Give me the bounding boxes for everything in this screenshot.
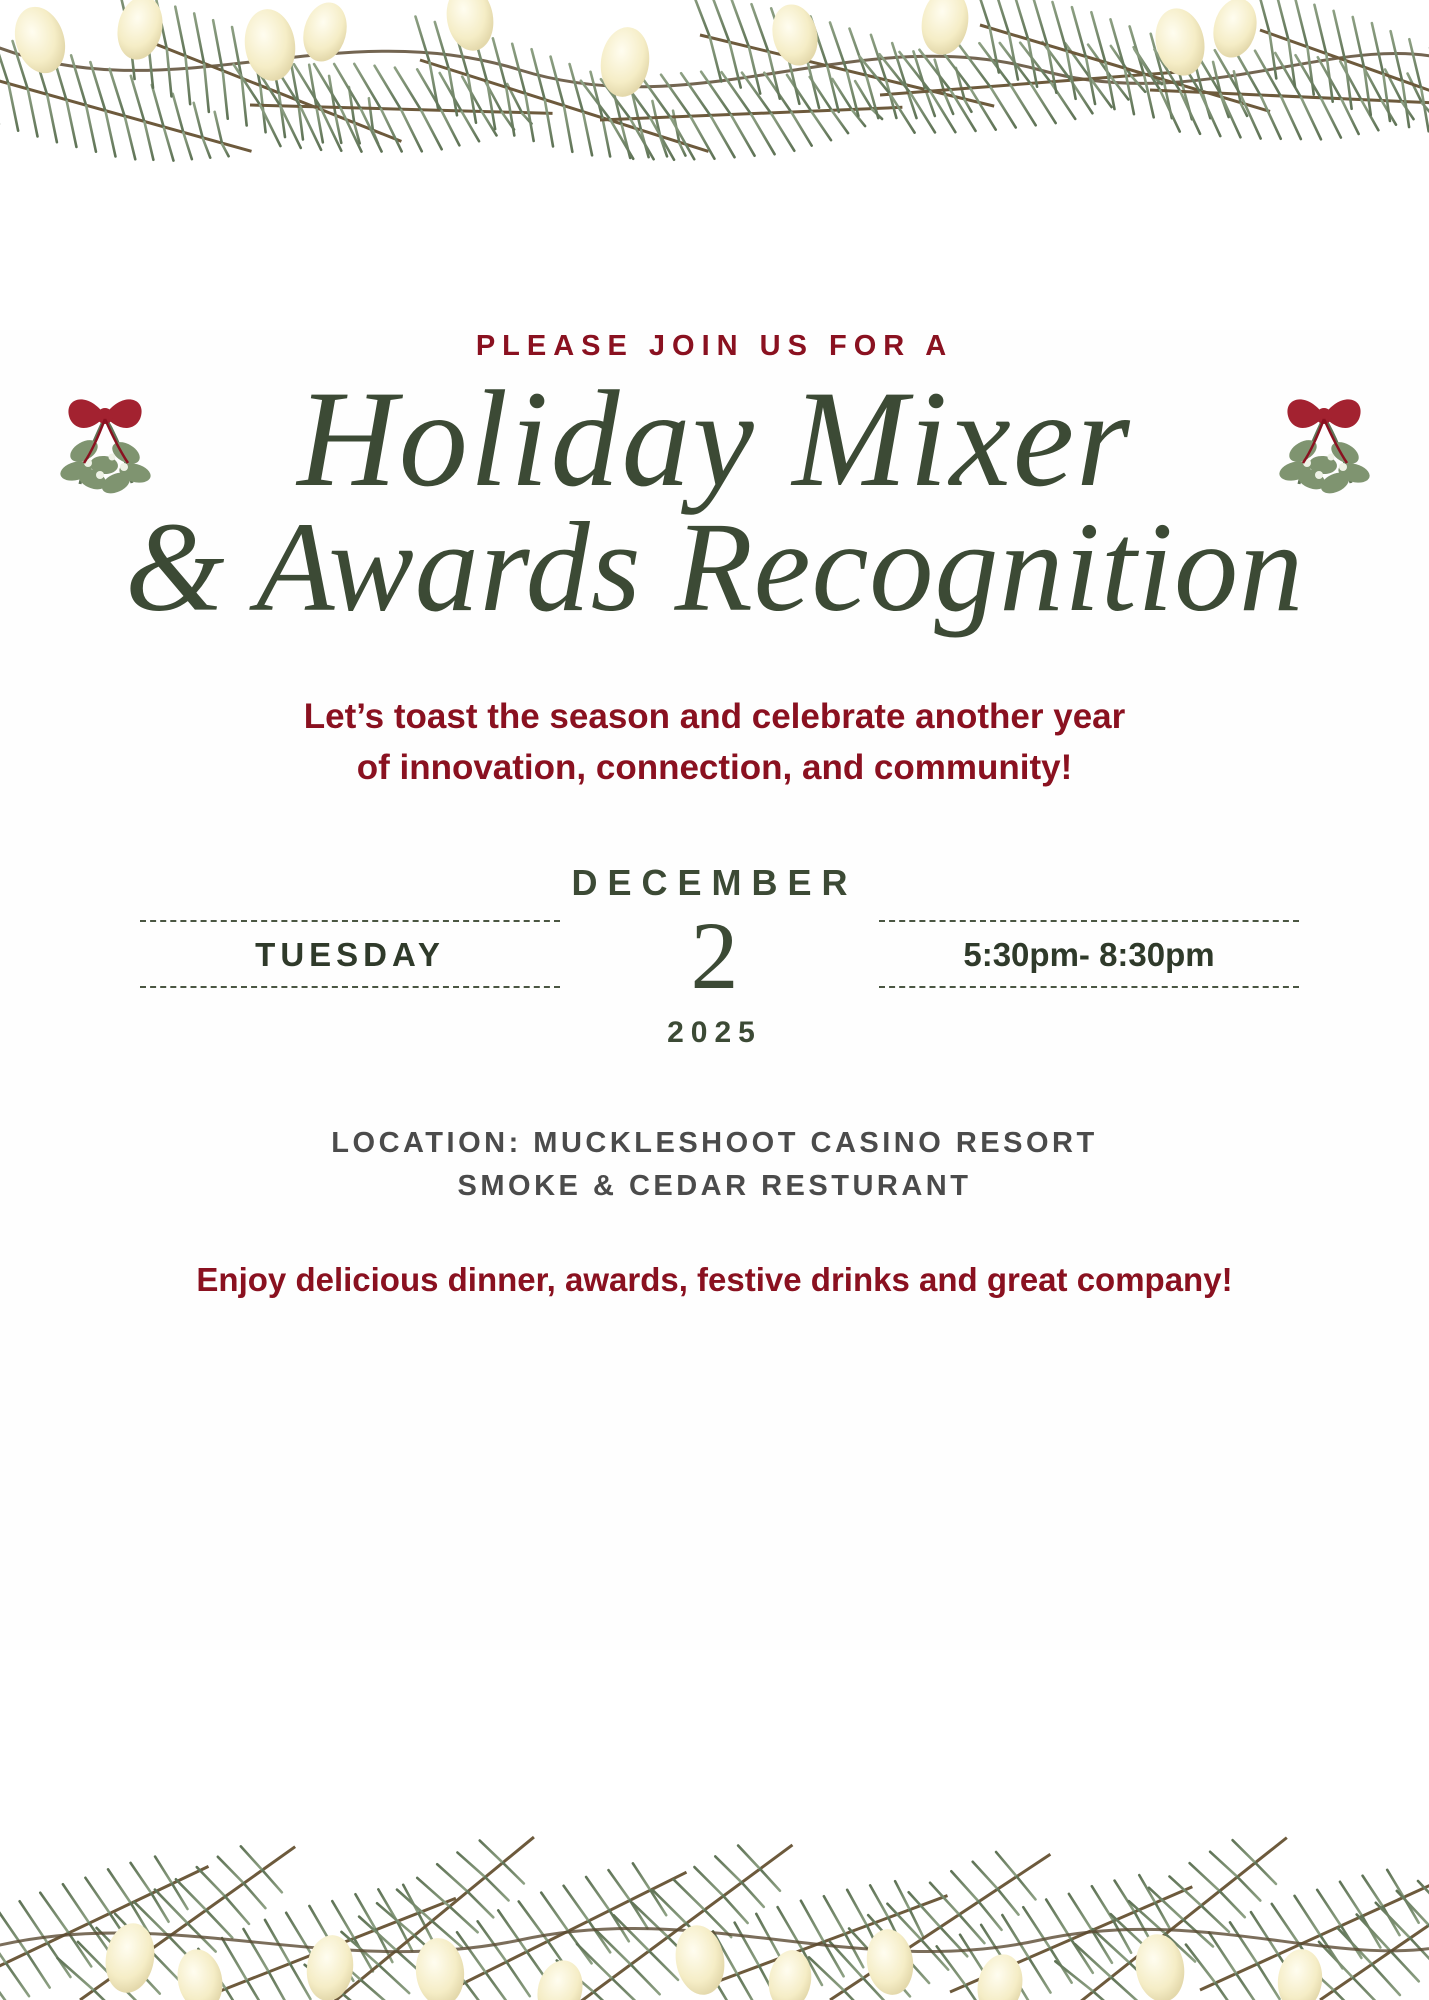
event-year: 2025 [667,1015,762,1049]
event-location [0,1122,1429,1209]
eyebrow-text: PLEASE JOIN US FOR A [475,330,954,362]
dashed-divider-bottom-right [879,986,1299,988]
event-time: 5:30pm- 8:30pm [963,935,1215,973]
event-month: DECEMBER [571,861,858,903]
event-title-line-1: Holiday Mixer [297,362,1132,515]
location-line-1: LOCATION: MUCKLESHOOT CASINO RESORT [331,1126,1098,1159]
weekday-panel [140,920,560,988]
event-title-line-2: & Awards Recognition [124,495,1305,638]
event-title [0,362,1429,638]
tagline-line-1: Let’s toast the season and celebrate another year [303,697,1126,737]
event-weekday: TUESDAY [255,935,445,973]
time-panel [879,920,1299,988]
pine-garland-bottom-decoration [0,1650,1429,2000]
date-block [0,862,1429,1092]
closing-text: Enjoy delicious dinner, awards, festive drinks and great company! [196,1260,1233,1298]
location-line-2: SMOKE & CEDAR RESTURANT [457,1170,972,1203]
dashed-divider-bottom-left [140,986,560,988]
tagline [0,692,1429,794]
tagline-line-2: of innovation, connection, and community! [356,748,1073,788]
event-day: 2 [690,901,739,1009]
title-block [0,362,1429,638]
mistletoe-left-icon [40,379,170,519]
mistletoe-right-icon [1259,379,1389,519]
